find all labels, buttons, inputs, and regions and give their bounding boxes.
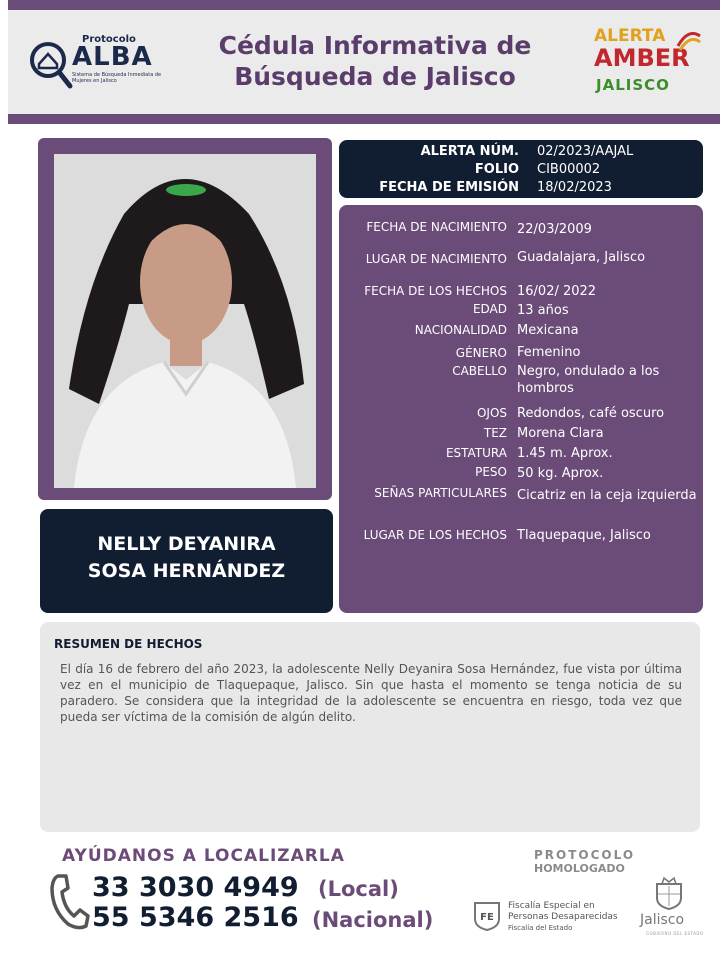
detail-label: SEÑAS PARTICULARES (374, 486, 507, 500)
header-divider (8, 114, 720, 124)
person-name-line2: SOSA HERNÁNDEZ (87, 560, 286, 582)
summary-text: El día 16 de febrero del año 2023, la adolescente Nelly Deyanira Sosa Hernández, fue vista por última vez en el municipio de Tlaquepaque, Jalisco. Sin que hasta el momento se tenga noticia de su paradero. Se considera que la integridad de la adolescente se encuentra en riesgo, toda vez que pueda ser víctima de la comisión de algún delito. (60, 662, 682, 724)
detail-value: 13 años (517, 303, 569, 318)
alert-number-value: 02/2023/AAJAL (537, 144, 634, 159)
amber-line1: ALERTA (594, 26, 666, 46)
details-box (339, 205, 703, 613)
phone-local-tag: (Local) (318, 877, 399, 901)
protocol-line1: PROTOCOLO (534, 848, 636, 862)
emission-date-row (339, 180, 703, 198)
detail-label: TEZ (483, 426, 507, 440)
detail-label: PESO (475, 465, 507, 479)
detail-value: Guadalajara, Jalisco (517, 250, 646, 265)
person-photo (54, 154, 316, 488)
phone-national: 55 5346 2516 (92, 902, 299, 933)
folio-value: CIB00002 (537, 162, 601, 177)
detail-label: CABELLO (452, 364, 507, 378)
detail-value: Morena Clara (517, 426, 604, 441)
person-name-line1: NELLY DEYANIRA (97, 533, 276, 555)
alba-logo (28, 32, 168, 94)
detail-value: Mexicana (517, 323, 579, 338)
summary-title: RESUMEN DE HECHOS (54, 637, 203, 651)
detail-label: GÉNERO (455, 346, 507, 360)
protocol-line2: HOMOLOGADO (534, 862, 625, 875)
jalisco-logo-subtext: GOBIERNO DEL ESTADO (646, 931, 704, 936)
detail-value: 50 kg. Aprox. (517, 466, 604, 481)
top-bar (8, 0, 720, 10)
detail-label: ESTATURA (445, 446, 507, 460)
person-silhouette (54, 154, 316, 488)
jalisco-crest-icon (654, 876, 684, 910)
folio-row (339, 162, 703, 180)
jalisco-logo-text: Jalisco (640, 912, 685, 928)
alba-protocol-label: Protocolo (82, 34, 136, 45)
detail-value: Negro, ondulado a los hombros (517, 364, 660, 396)
emission-date-value: 18/02/2023 (537, 180, 612, 195)
amber-line2: AMBER (594, 44, 690, 72)
alerta-amber-logo (594, 26, 706, 98)
fe-badge-text: FE (480, 912, 494, 923)
detail-value: Femenino (517, 345, 581, 360)
phone-national-tag: (Nacional) (312, 908, 434, 932)
detail-value: Tlaquepaque, Jalisco (517, 528, 651, 543)
detail-value: 16/02/ 2022 (517, 284, 597, 299)
fiscalia-line1: Fiscalía Especial en (508, 901, 595, 911)
page-title-line1: Cédula Informativa de (218, 31, 532, 60)
fiscalia-label (508, 901, 638, 934)
fiscalia-line2: Personas Desaparecidas (508, 912, 618, 922)
person-name (40, 509, 333, 613)
fe-shield-icon (471, 901, 503, 931)
help-heading: AYÚDANOS A LOCALIZARLA (62, 846, 345, 866)
detail-value: 1.45 m. Aprox. (517, 446, 613, 461)
phone-local: 33 3030 4949 (92, 872, 299, 903)
alba-subtitle: Sistema de Búsqueda Inmediata de Mujeres en Jalisco (72, 72, 162, 84)
alba-name: ALBA (72, 42, 153, 72)
folio-label: FOLIO (474, 162, 519, 177)
amber-line3: JALISCO (596, 76, 670, 94)
detail-label: FECHA DE NACIMIENTO (366, 220, 507, 234)
detail-value: Redondos, café oscuro (517, 406, 665, 421)
detail-label: LUGAR DE NACIMIENTO (365, 252, 507, 266)
alert-number-label: ALERTA NÚM. (420, 144, 519, 159)
detail-label: EDAD (472, 302, 507, 316)
alba-magnifier-icon (28, 32, 74, 94)
fiscalia-line3: Fiscalía del Estado (508, 924, 573, 932)
alert-number-row (339, 144, 703, 162)
alert-info-box (339, 140, 703, 198)
page-title (190, 30, 560, 92)
detail-label: LUGAR DE LOS HECHOS (363, 528, 507, 542)
summary-box (40, 622, 700, 832)
phone-icon (48, 872, 90, 932)
detail-label: FECHA DE LOS HECHOS (364, 284, 507, 298)
amber-bell-icon (674, 26, 702, 54)
detail-label: OJOS (476, 406, 507, 420)
detail-value: Cicatriz en la ceja izquierda (517, 488, 697, 503)
detail-value: 22/03/2009 (517, 222, 592, 237)
emission-date-label: FECHA DE EMISIÓN (379, 180, 519, 195)
page-title-line2: Búsqueda de Jalisco (234, 62, 516, 91)
detail-label: NACIONALIDAD (414, 323, 507, 337)
